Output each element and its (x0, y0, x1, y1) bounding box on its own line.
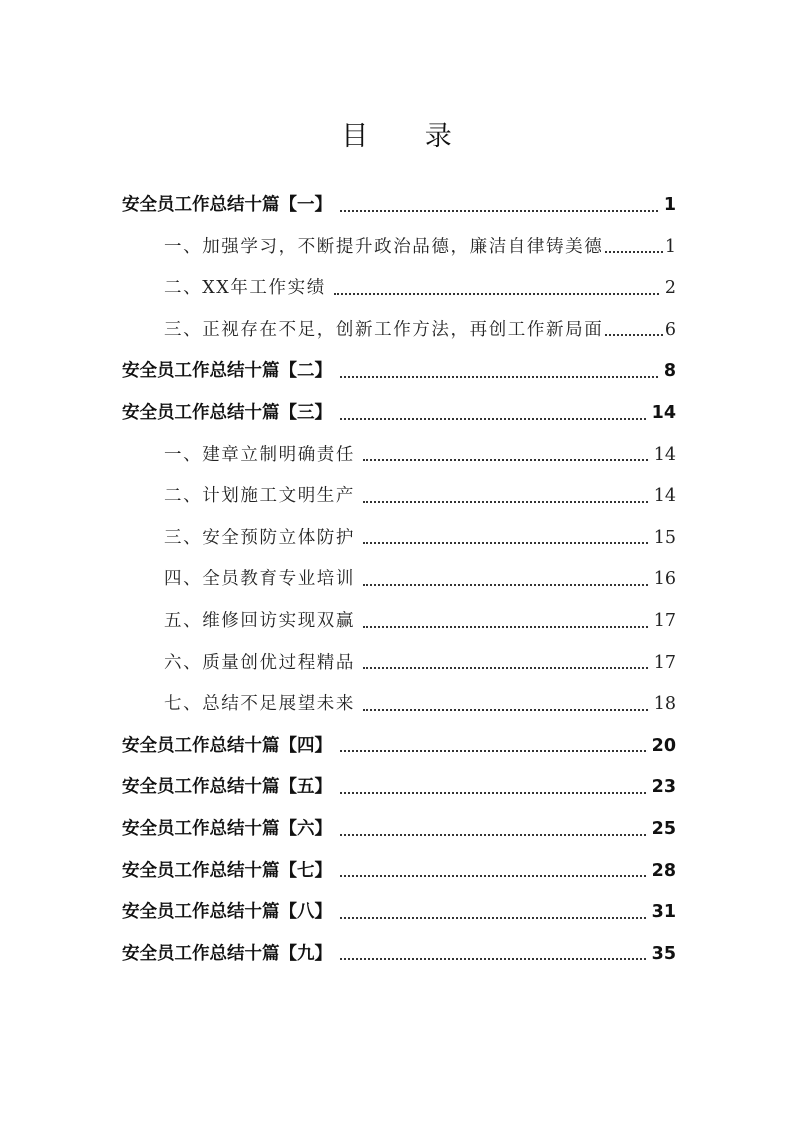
dot-leader (363, 501, 648, 503)
toc-entry-label: 六、质量创优过程精品 (164, 652, 355, 673)
dot-leader (340, 418, 646, 420)
toc-entry-label: 四、全员教育专业培训 (164, 569, 355, 590)
dot-leader (340, 875, 646, 877)
toc-subentry[interactable] (122, 680, 676, 722)
toc-entry[interactable] (122, 763, 676, 805)
toc-entry-page: 14 (653, 444, 676, 465)
dot-leader (605, 251, 663, 253)
toc-subentry[interactable] (122, 514, 676, 556)
toc-entry[interactable] (122, 888, 676, 930)
dot-leader (363, 626, 648, 628)
toc-subentry[interactable] (122, 223, 676, 265)
toc-entry-label: 三、安全预防立体防护 (164, 527, 355, 548)
toc-entry-label: 安全员工作总结十篇【二】 (122, 361, 332, 382)
toc-entry-label: 三、正视存在不足，创新工作方法，再创工作新局面 (164, 319, 604, 340)
toc-subentry[interactable] (122, 264, 676, 306)
toc-entry-label: 一、加强学习，不断提升政治品德，廉洁自律铸美德 (164, 236, 604, 257)
toc-entry-page: 28 (651, 860, 676, 881)
dot-leader (340, 792, 646, 794)
toc-entry[interactable] (122, 181, 676, 223)
toc-subentry[interactable] (122, 431, 676, 473)
toc-subentry[interactable] (122, 555, 676, 597)
toc-entry-page: 15 (653, 527, 676, 548)
toc-entry-page: 17 (653, 611, 676, 632)
toc-entry-page: 14 (653, 486, 676, 507)
table-of-contents (122, 181, 676, 971)
dot-leader (605, 334, 663, 336)
dot-leader (340, 958, 646, 960)
toc-entry-page: 17 (653, 652, 676, 673)
toc-entry-label: 安全员工作总结十篇【一】 (122, 195, 332, 216)
toc-entry-page: 31 (651, 902, 676, 923)
toc-entry-page: 2 (664, 278, 676, 299)
dot-leader (363, 542, 648, 544)
dot-leader (363, 584, 648, 586)
toc-entry-page: 23 (651, 777, 676, 798)
toc-entry-label: 安全员工作总结十篇【八】 (122, 902, 332, 923)
dot-leader (340, 917, 646, 919)
toc-entry[interactable] (122, 805, 676, 847)
toc-entry[interactable] (122, 930, 676, 972)
toc-entry-label: 安全员工作总结十篇【四】 (122, 735, 332, 756)
toc-entry-label: 安全员工作总结十篇【三】 (122, 403, 332, 424)
toc-entry-label: 安全员工作总结十篇【五】 (122, 777, 332, 798)
dot-leader (340, 750, 646, 752)
toc-entry-page: 1 (664, 236, 676, 257)
dot-leader (340, 376, 658, 378)
toc-entry[interactable] (122, 389, 676, 431)
toc-entry-label: 安全员工作总结十篇【七】 (122, 860, 332, 881)
dot-leader (363, 709, 648, 711)
toc-entry-label: 安全员工作总结十篇【六】 (122, 819, 332, 839)
dot-leader (340, 210, 658, 212)
toc-entry[interactable] (122, 847, 676, 889)
toc-entry-page: 20 (651, 735, 676, 756)
dot-leader (340, 834, 646, 836)
toc-entry-page: 1 (663, 195, 676, 216)
toc-entry-label: 安全员工作总结十篇【九】 (122, 943, 332, 964)
toc-entry[interactable] (122, 722, 676, 764)
toc-subentry[interactable] (122, 472, 676, 514)
toc-subentry[interactable] (122, 597, 676, 639)
dot-leader (363, 667, 648, 669)
toc-entry-page: 16 (653, 569, 676, 590)
toc-subentry[interactable] (122, 639, 676, 681)
toc-subentry[interactable] (122, 306, 676, 348)
toc-entry-page: 8 (663, 361, 676, 382)
page-title: 目 录 (341, 121, 476, 153)
toc-entry-page: 18 (653, 694, 676, 715)
toc-entry-label: 二、XX年工作实绩 (164, 278, 326, 299)
toc-entry-label: 七、总结不足展望未来 (164, 694, 355, 715)
toc-entry-label: 一、建章立制明确责任 (164, 444, 355, 465)
toc-entry[interactable] (122, 347, 676, 389)
dot-leader (334, 293, 659, 295)
toc-entry-page: 6 (664, 319, 676, 340)
dot-leader (363, 459, 648, 461)
toc-entry-page: 14 (651, 403, 676, 424)
toc-entry-page: 35 (651, 943, 676, 964)
toc-entry-label: 五、维修回访实现双赢 (164, 611, 355, 632)
toc-entry-label: 二、计划施工文明生产 (164, 486, 355, 507)
toc-entry-page: 25 (651, 819, 676, 839)
